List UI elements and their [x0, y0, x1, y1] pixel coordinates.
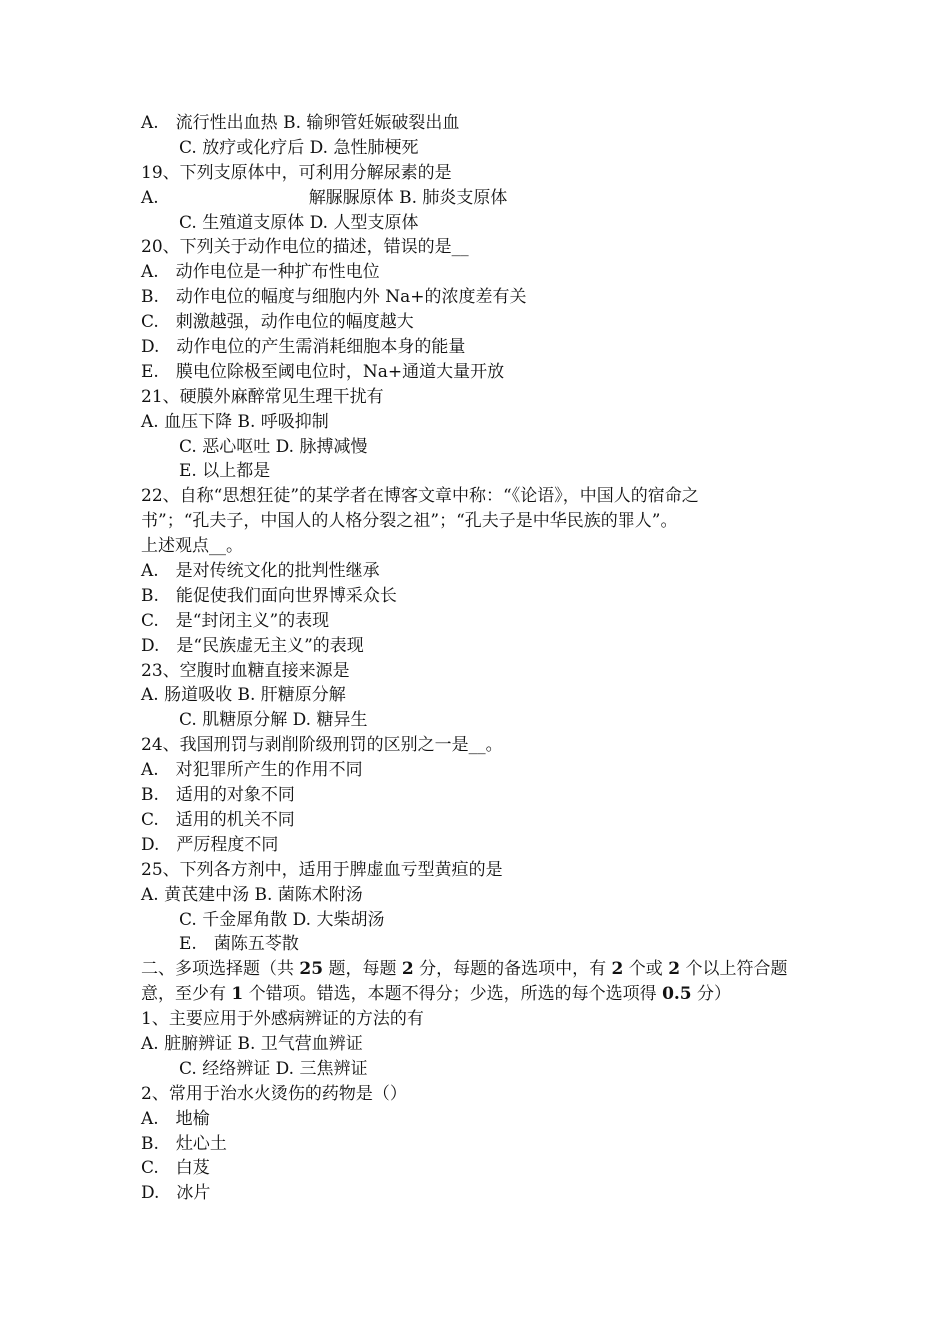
text-line: [141, 111, 821, 136]
line-text: D. 动作电位的产生需消耗细胞本身的能量: [141, 337, 466, 358]
text-line: [141, 484, 821, 509]
section-heading-multiple-choice: 二、多项选择题（共 25 题，每题 2 分，每题的备选项中，有 2 个或 2 个以上符合题意，至少有 1 个错项。错选，本题不得分；少选，所选的每个选项得 0.5 分）: [141, 959, 788, 1005]
line-text: 25、下列各方剂中，适用于脾虚血亏型黄疸的是: [141, 859, 503, 880]
line-text: C. 生殖道支原体 D. 人型支原体: [179, 212, 419, 233]
text-line: [141, 459, 821, 484]
text-line: [141, 410, 821, 435]
line-text: 24、我国刑罚与剥削阶级刑罚的区别之一是__。: [141, 735, 503, 756]
text-line: [141, 932, 821, 957]
text-line: [141, 1107, 821, 1132]
line-text: D. 是“民族虚无主义”的表现: [141, 635, 364, 656]
text-line: [141, 360, 821, 385]
line-text: A. 地榆: [141, 1108, 210, 1129]
line-text: C. 刺激越强，动作电位的幅度越大: [141, 312, 414, 333]
text-line: [141, 385, 821, 410]
text-line: [141, 733, 821, 758]
line-text: 书”；“孔夫子，中国人的人格分裂之祖”；“孔夫子是中华民族的罪人”。: [141, 511, 678, 532]
line-text: C. 千金犀角散 D. 大柴胡汤: [179, 909, 385, 930]
line-text: C. 经络辨证 D. 三焦辨证: [179, 1058, 368, 1079]
line-text: A. 对犯罪所产生的作用不同: [141, 760, 363, 781]
text-line: [141, 161, 821, 186]
text-line: [141, 858, 821, 883]
text-line: [141, 310, 821, 335]
text-line: [141, 833, 821, 858]
text-line: [141, 584, 821, 609]
line-text: 19、下列支原体中，可利用分解尿素的是: [141, 162, 452, 183]
question-block-multiple-choice: [141, 1007, 821, 1206]
line-text: 23、空腹时血糖直接来源是: [141, 660, 350, 681]
line-text: A. 黄芪建中汤 B. 菌陈术附汤: [141, 884, 363, 905]
text-line: [141, 609, 821, 634]
text-line: [141, 758, 821, 783]
text-line: [141, 683, 821, 708]
line-text: B. 灶心土: [141, 1133, 227, 1154]
line-text: 22、自称“思想狂徒”的某学者在博客文章中称：“《论语》，中国人的宿命之: [141, 486, 699, 507]
line-text: A. 是对传统文化的批判性继承: [141, 561, 380, 582]
text-line: [141, 1132, 821, 1157]
line-text: C. 适用的机关不同: [141, 809, 295, 830]
text-line: [141, 534, 821, 559]
text-line: [141, 659, 821, 684]
line-text: A. 脏腑辨证 B. 卫气营血辨证: [141, 1033, 363, 1054]
exam-content: [141, 111, 821, 1206]
line-text: E. 膜电位除极至阈电位时，Na+通道大量开放: [141, 361, 505, 382]
text-line: [141, 1007, 821, 1032]
line-text: 20、下列关于动作电位的描述，错误的是__: [141, 237, 469, 258]
text-line: [141, 1032, 821, 1057]
question-block-single-choice: [141, 111, 821, 957]
text-line: [141, 136, 821, 161]
text-line: [141, 783, 821, 808]
text-line: [141, 211, 821, 236]
line-text: 2、常用于治水火烫伤的药物是（）: [141, 1083, 407, 1104]
line-text: B. 能促使我们面向世界博采众长: [141, 585, 397, 606]
line-text: D. 冰片: [141, 1183, 211, 1204]
text-line: [141, 634, 821, 659]
line-text: 上述观点__。: [141, 536, 243, 557]
line-text: E. 菌陈五苓散: [179, 934, 299, 955]
line-text: B. 动作电位的幅度与细胞内外 Na+的浓度差有关: [141, 287, 527, 308]
text-line: [141, 235, 821, 260]
text-line: [141, 1082, 821, 1107]
text-line: [141, 1156, 821, 1181]
text-line: [141, 883, 821, 908]
line-text: D. 严厉程度不同: [141, 834, 279, 855]
line-text: B. 适用的对象不同: [141, 785, 295, 806]
line-text: 21、硬膜外麻醉常见生理干扰有: [141, 386, 384, 407]
line-text: A. 动作电位是一种扩布性电位: [141, 262, 380, 283]
line-text: 1、主要应用于外感病辨证的方法的有: [141, 1009, 424, 1030]
line-text: C. 白芨: [141, 1158, 210, 1179]
line-text: C. 放疗或化疗后 D. 急性肺梗死: [179, 137, 419, 158]
text-line: [141, 509, 821, 534]
text-line: [141, 435, 821, 460]
text-line: [141, 708, 821, 733]
line-text: C. 恶心呕吐 D. 脉搏减慢: [179, 436, 368, 457]
line-text: A. 流行性出血热 B. 输卵管妊娠破裂出血: [141, 113, 460, 133]
line-text-continued: 解脲脲原体 B. 肺炎支原体: [308, 187, 508, 208]
line-text: E. 以上都是: [179, 461, 271, 482]
text-line: [141, 559, 821, 584]
line-text: C. 是“封闭主义”的表现: [141, 610, 330, 631]
text-line: [141, 186, 821, 211]
line-text: A. 肠道吸收 B. 肝糖原分解: [141, 685, 346, 706]
text-line: [141, 335, 821, 360]
text-line: [141, 260, 821, 285]
text-line: [141, 1181, 821, 1206]
text-line: [141, 808, 821, 833]
text-line: [141, 908, 821, 933]
text-line: [141, 285, 821, 310]
line-text: A.: [141, 187, 159, 208]
text-line: [141, 1057, 821, 1082]
line-text: A. 血压下降 B. 呼吸抑制: [141, 411, 329, 432]
line-text: C. 肌糖原分解 D. 糖异生: [179, 710, 368, 731]
